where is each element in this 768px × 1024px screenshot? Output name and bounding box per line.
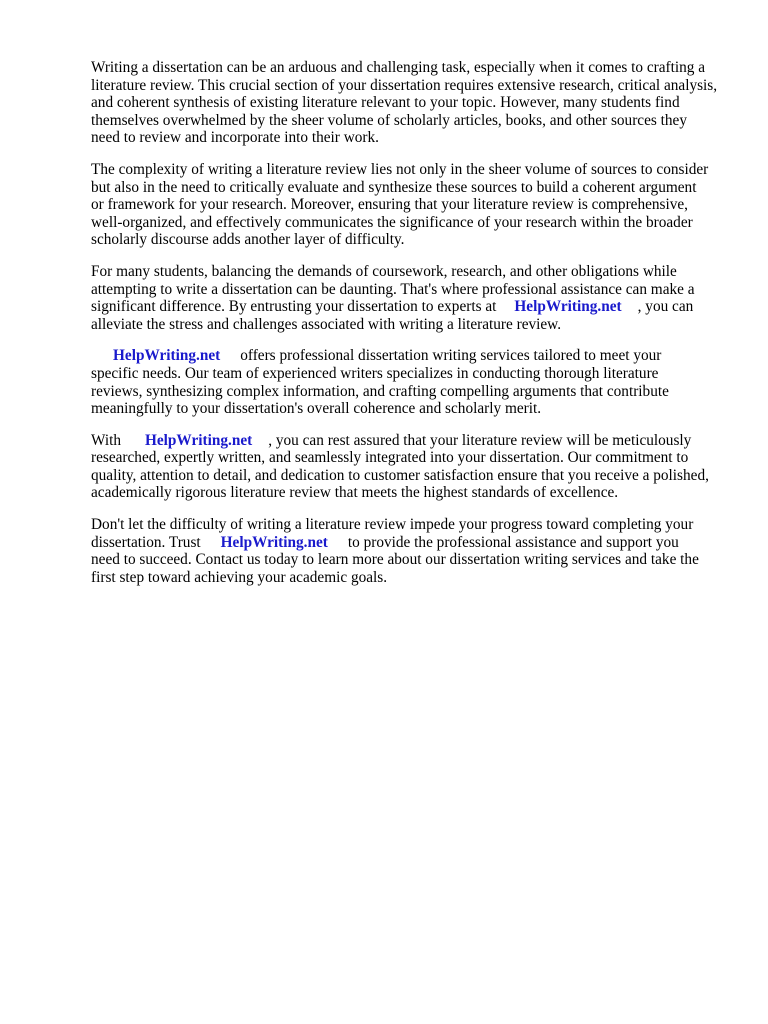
paragraph-intro xyxy=(91,59,731,147)
paragraph-complexity xyxy=(91,161,731,249)
helpwriting-link[interactable]: HelpWriting.net xyxy=(220,533,328,551)
text-line: alleviate the stress and challenges associated with writing a literature review. xyxy=(91,315,562,333)
paragraph-services xyxy=(91,347,731,417)
text-line: The complexity of writing a literature review lies not only in the sheer volume of sources to consider xyxy=(91,160,709,178)
text-line: literature review. This crucial section of your dissertation requires extensive research, critical analysis, xyxy=(91,76,718,94)
text-line: first step toward achieving your academic goals. xyxy=(91,568,388,586)
paragraph-students xyxy=(91,263,731,333)
text-line: specific needs. Our team of experienced writers specializes in conducting thorough literature xyxy=(91,364,659,382)
text-line xyxy=(91,432,731,450)
text-line: reviews, synthesizing complex information, and crafting compelling arguments that contribute xyxy=(91,382,669,400)
text-line: and coherent synthesis of existing literature relevant to your topic. However, many students find xyxy=(91,94,680,112)
text-line: themselves overwhelmed by the sheer volume of scholarly articles, books, and other sources they xyxy=(91,111,687,129)
text-line: researched, expertly written, and seamlessly integrated into your dissertation. Our commitment to xyxy=(91,449,689,467)
text-line: scholarly discourse adds another layer of difficulty. xyxy=(91,231,405,249)
text-line: but also in the need to critically evaluate and synthesize these sources to build a coherent argument xyxy=(91,178,697,196)
text-segment: dissertation. Trust xyxy=(91,533,201,551)
text-segment: , you can xyxy=(637,298,694,316)
document-body xyxy=(91,59,731,600)
text-line: Writing a dissertation can be an arduous and challenging task, especially when it comes to crafting a xyxy=(91,59,706,76)
text-segment: significant difference. By entrusting your dissertation to experts at xyxy=(91,298,497,316)
text-line: meaningfully to your dissertation's overall coherence and scholarly merit. xyxy=(91,400,542,418)
text-line: well-organized, and effectively communicates the significance of your research within the broader xyxy=(91,213,693,231)
text-line: academically rigorous literature review that meets the highest standards of excellence. xyxy=(91,484,619,502)
helpwriting-link[interactable]: HelpWriting.net xyxy=(144,431,253,449)
text-line: need to succeed. Contact us today to learn more about our dissertation writing services and take the xyxy=(91,551,699,569)
text-line xyxy=(91,298,731,316)
text-segment: offers professional dissertation writing services tailored to meet your xyxy=(240,347,662,365)
helpwriting-link[interactable]: HelpWriting.net xyxy=(113,347,221,365)
text-segment: With xyxy=(91,431,121,449)
text-line xyxy=(91,347,731,365)
text-line: Don't let the difficulty of writing a literature review impede your progress toward completing your xyxy=(91,516,694,534)
paragraph-assurance xyxy=(91,432,731,502)
text-line: need to review and incorporate into their work. xyxy=(91,129,379,147)
text-segment: to provide the professional assistance and support you xyxy=(347,533,679,551)
text-line: attempting to write a dissertation can be daunting. That's where professional assistance can make a xyxy=(91,280,695,298)
text-line: or framework for your research. Moreover, ensuring that your literature review is comprehensive, xyxy=(91,196,689,214)
text-segment: , you can rest assured that your literature review will be meticulously xyxy=(268,431,692,449)
paragraph-call-to-action xyxy=(91,516,731,586)
helpwriting-link[interactable]: HelpWriting.net xyxy=(514,298,622,316)
text-line: For many students, balancing the demands of coursework, research, and other obligations while xyxy=(91,262,677,280)
text-line: quality, attention to detail, and dedication to customer satisfaction ensure that you receive a polished, xyxy=(91,466,709,484)
text-line xyxy=(91,534,731,552)
